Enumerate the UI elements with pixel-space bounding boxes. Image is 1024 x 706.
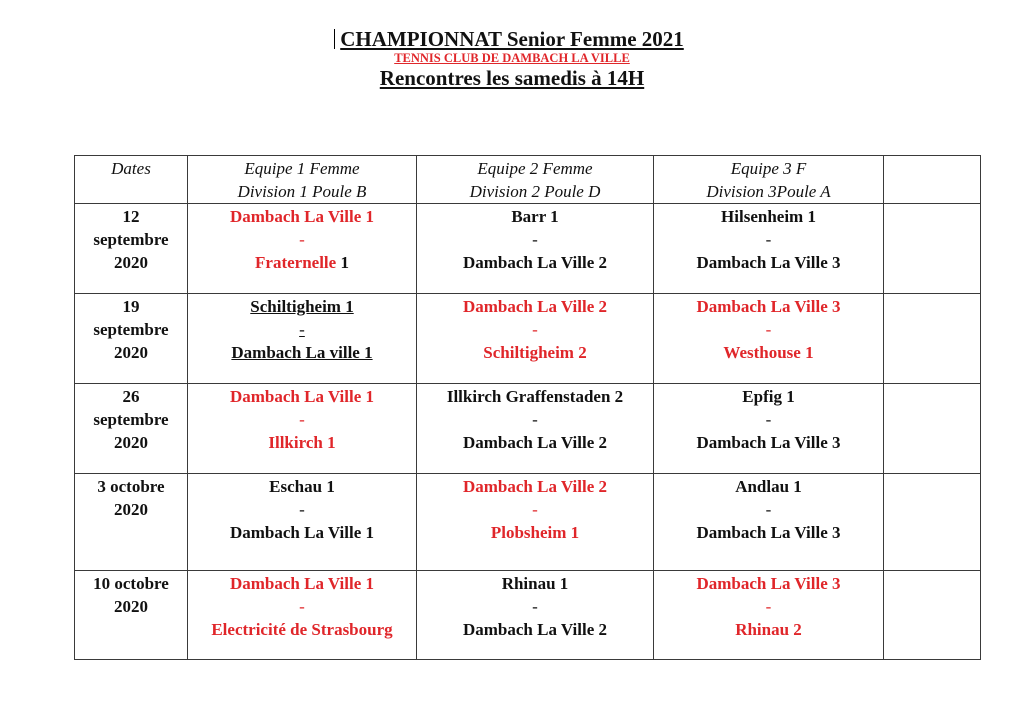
home-team: Andlau 1 — [735, 477, 802, 496]
empty-cell — [884, 571, 981, 660]
match-separator: - — [532, 500, 538, 519]
match-separator: - — [765, 597, 772, 616]
away-team: Plobsheim 1 — [490, 523, 580, 542]
match-date — [75, 204, 188, 294]
date-month: septembre — [93, 230, 169, 249]
date-day: 19 — [122, 297, 140, 316]
match-separator: - — [532, 410, 538, 429]
header-team-2 — [417, 156, 654, 204]
date-year: 2020 — [114, 500, 148, 519]
match-team-3 — [654, 571, 884, 660]
match-separator: - — [299, 230, 305, 249]
home-team: Dambach La Ville 2 — [462, 297, 608, 316]
match-team-2 — [417, 474, 654, 571]
match-team-1 — [188, 571, 417, 660]
date-day: 26 — [122, 387, 140, 406]
document-title: CHAMPIONNAT Senior Femme 2021 — [340, 27, 684, 51]
home-team: Epfig 1 — [742, 387, 795, 406]
title-wrap — [340, 26, 684, 52]
match-team-1 — [188, 474, 417, 571]
table-row — [75, 384, 981, 474]
away-team: Dambach La Ville 3 — [696, 253, 841, 272]
away-team: Dambach La Ville 2 — [462, 620, 608, 639]
home-team: Dambach La Ville 1 — [229, 387, 375, 406]
header-team-1-division: Division 1 Poule B — [237, 182, 367, 201]
date-year: 2020 — [114, 343, 148, 362]
away-team: Fraternelle — [255, 253, 337, 272]
header-team-2-name: Equipe 2 Femme — [477, 159, 593, 178]
date-year: 2020 — [114, 253, 148, 272]
match-team-3 — [654, 294, 884, 384]
match-date — [75, 571, 188, 660]
header-team-3-division: Division 3Poule A — [706, 182, 831, 201]
away-team: Illkirch 1 — [268, 433, 336, 452]
header-dates-label: Dates — [111, 159, 151, 178]
date-year: 2020 — [114, 597, 148, 616]
header-team-1-name: Equipe 1 Femme — [244, 159, 360, 178]
match-separator: - — [765, 500, 772, 519]
match-team-2 — [417, 294, 654, 384]
match-team-3 — [654, 384, 884, 474]
document-header — [0, 26, 1024, 91]
schedule-note: Rencontres les samedis à 14H — [379, 66, 645, 90]
home-team: Schiltigheim 1 — [250, 297, 354, 316]
match-separator: - — [299, 410, 305, 429]
away-team-number: 1 — [336, 253, 349, 272]
home-team: Barr 1 — [511, 207, 559, 226]
away-team: Dambach La ville 1 — [231, 343, 373, 362]
away-team: Dambach La Ville 1 — [229, 523, 375, 542]
match-separator: - — [765, 410, 772, 429]
home-team: Illkirch Graffenstaden 2 — [446, 387, 624, 406]
header-empty — [884, 156, 981, 204]
away-team: Westhouse 1 — [723, 343, 814, 362]
match-date — [75, 294, 188, 384]
match-separator: - — [299, 500, 305, 519]
table-row — [75, 571, 981, 660]
match-separator: - — [532, 320, 538, 339]
away-team: Schiltigheim 2 — [483, 343, 587, 362]
match-separator: - — [299, 597, 305, 616]
date-year: 2020 — [114, 433, 148, 452]
table-header-row — [75, 156, 981, 204]
header-team-2-division: Division 2 Poule D — [469, 182, 601, 201]
header-team-3 — [654, 156, 884, 204]
home-team: Dambach La Ville 1 — [229, 574, 375, 593]
match-schedule-table — [74, 155, 981, 660]
match-separator: - — [765, 230, 772, 249]
club-name: TENNIS CLUB DE DAMBACH LA VILLE — [394, 51, 630, 65]
empty-cell — [884, 204, 981, 294]
match-team-3 — [654, 204, 884, 294]
home-team: Dambach La Ville 2 — [462, 477, 608, 496]
match-team-1 — [188, 294, 417, 384]
table-row — [75, 294, 981, 384]
away-team: Dambach La Ville 3 — [696, 433, 841, 452]
empty-cell — [884, 474, 981, 571]
home-team: Dambach La Ville 3 — [696, 574, 841, 593]
date-month: septembre — [93, 410, 169, 429]
home-team: Dambach La Ville 3 — [696, 297, 841, 316]
text-cursor — [334, 29, 335, 49]
home-team: Dambach La Ville 1 — [229, 207, 375, 226]
match-team-2 — [417, 384, 654, 474]
date-day: 12 — [122, 207, 140, 226]
home-team: Hilsenheim 1 — [721, 207, 816, 226]
match-team-3 — [654, 474, 884, 571]
match-separator: - — [532, 230, 538, 249]
match-team-1 — [188, 204, 417, 294]
match-date — [75, 384, 188, 474]
match-separator: - — [532, 597, 538, 616]
match-team-2 — [417, 204, 654, 294]
home-team: Rhinau 1 — [501, 574, 569, 593]
match-date — [75, 474, 188, 571]
match-team-1 — [188, 384, 417, 474]
away-team: Dambach La Ville 3 — [696, 523, 841, 542]
home-team: Eschau 1 — [269, 477, 335, 496]
header-team-1 — [188, 156, 417, 204]
match-separator: - — [299, 320, 305, 339]
date-day-month: 10 octobre — [93, 574, 169, 593]
table-row — [75, 204, 981, 294]
away-team: Electricité de Strasbourg — [211, 620, 393, 639]
away-team: Rhinau 2 — [735, 620, 802, 639]
header-dates — [75, 156, 188, 204]
away-team: Dambach La Ville 2 — [462, 433, 608, 452]
match-team-2 — [417, 571, 654, 660]
date-day-month: 3 octobre — [97, 477, 165, 496]
table-row — [75, 474, 981, 571]
match-separator: - — [765, 320, 772, 339]
away-team: Dambach La Ville 2 — [462, 253, 608, 272]
date-month: septembre — [93, 320, 169, 339]
empty-cell — [884, 294, 981, 384]
empty-cell — [884, 384, 981, 474]
header-team-3-name: Equipe 3 F — [730, 159, 807, 178]
away-team-line — [190, 251, 414, 274]
